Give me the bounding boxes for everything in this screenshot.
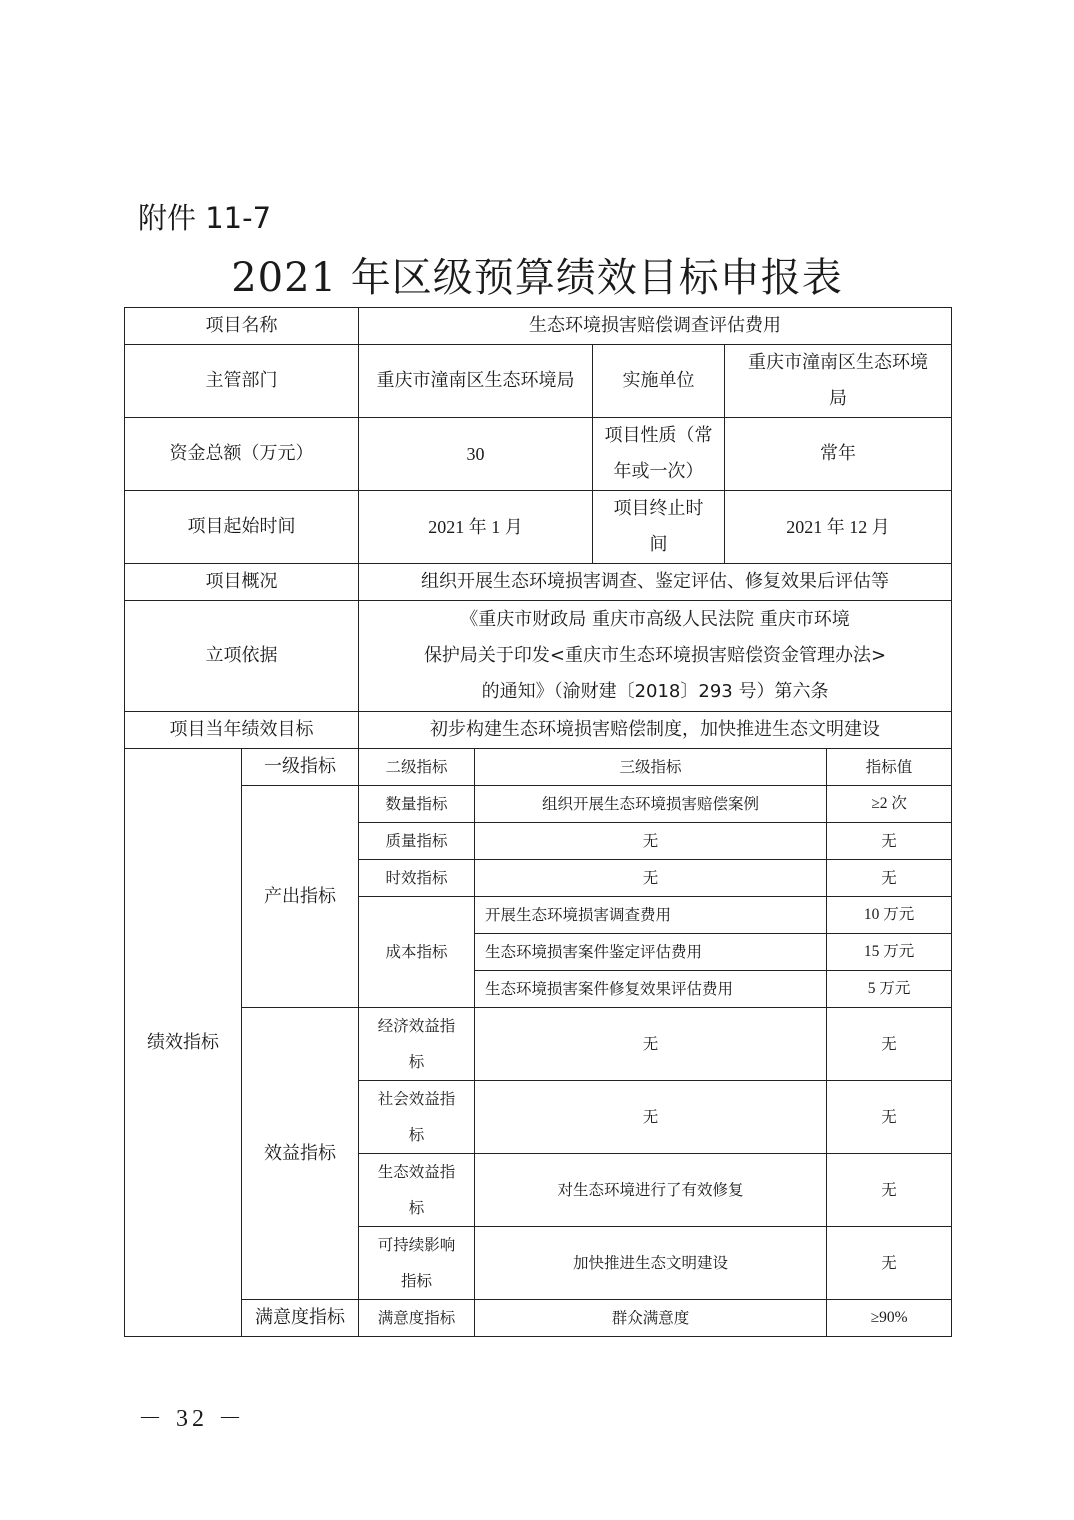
indicators-section-label: 绩效指标 [125, 749, 242, 1337]
implementer-label: 实施单位 [593, 345, 725, 418]
header-level3: 三级指标 [475, 749, 827, 786]
row-value: ≥2 次 [827, 786, 952, 823]
page-number: － 32 － [138, 1406, 246, 1432]
overview-value: 组织开展生态环境损害调查、鉴定评估、修复效果后评估等 [359, 564, 952, 601]
row-level2: 可持续影响指标 [359, 1227, 475, 1300]
basis-value [359, 601, 952, 712]
overview-label: 项目概况 [125, 564, 359, 601]
row-level3: 开展生态环境损害调查费用 [475, 897, 827, 934]
header-value: 指标值 [827, 749, 952, 786]
basis-line-2: 保护局关于印发<重庆市生态环境损害赔偿资金管理办法> [423, 645, 887, 666]
basis-line-1: 《重庆市财政局 重庆市高级人民法院 重庆市环境 [460, 609, 850, 630]
row-value: 无 [827, 1154, 952, 1227]
project-name-label: 项目名称 [125, 308, 359, 345]
header-level1: 一级指标 [242, 749, 359, 786]
basis-line-3: 的通知》（渝财建〔2018〕293 号）第六条 [481, 681, 829, 702]
row-level2: 生态效益指标 [359, 1154, 475, 1227]
row-level3: 无 [475, 1008, 827, 1081]
end-value: 2021 年 12 月 [725, 491, 952, 564]
header-level2: 二级指标 [359, 749, 475, 786]
row-level2: 时效指标 [359, 860, 475, 897]
page-title: 2021 年区级预算绩效目标申报表 [231, 255, 843, 301]
row-value: 无 [827, 1008, 952, 1081]
end-label: 项目终止时间 [593, 491, 725, 564]
project-name-value: 生态环境损害赔偿调查评估费用 [359, 308, 952, 345]
funds-label: 资金总额（万元） [125, 418, 359, 491]
row-value: 无 [827, 860, 952, 897]
row-level3: 无 [475, 860, 827, 897]
implementer-value: 重庆市潼南区生态环境局 [725, 345, 952, 418]
row-level3: 无 [475, 1081, 827, 1154]
row-level2: 质量指标 [359, 823, 475, 860]
row-level3: 组织开展生态环境损害赔偿案例 [475, 786, 827, 823]
row-level2: 经济效益指标 [359, 1008, 475, 1081]
supervisor-value: 重庆市潼南区生态环境局 [359, 345, 593, 418]
nature-label: 项目性质（常年或一次） [593, 418, 725, 491]
start-label: 项目起始时间 [125, 491, 359, 564]
budget-performance-table [124, 307, 952, 1337]
goal-value: 初步构建生态环境损害赔偿制度，加快推进生态文明建设 [359, 712, 952, 749]
benefit-label: 效益指标 [242, 1008, 359, 1300]
funds-value: 30 [359, 418, 593, 491]
row-level2: 数量指标 [359, 786, 475, 823]
start-value: 2021 年 1 月 [359, 491, 593, 564]
row-value: 无 [827, 1227, 952, 1300]
row-value: 无 [827, 823, 952, 860]
row-level2: 社会效益指标 [359, 1081, 475, 1154]
output-label: 产出指标 [242, 786, 359, 1008]
row-level3: 生态环境损害案件修复效果评估费用 [475, 971, 827, 1008]
satisfaction-label: 满意度指标 [242, 1300, 359, 1337]
row-level3: 对生态环境进行了有效修复 [475, 1154, 827, 1227]
row-value: ≥90% [827, 1300, 952, 1337]
basis-label: 立项依据 [125, 601, 359, 712]
goal-label: 项目当年绩效目标 [125, 712, 359, 749]
row-value: 10 万元 [827, 897, 952, 934]
row-level3: 群众满意度 [475, 1300, 827, 1337]
row-value: 5 万元 [827, 971, 952, 1008]
supervisor-label: 主管部门 [125, 345, 359, 418]
row-value: 无 [827, 1081, 952, 1154]
row-level2-cost: 成本指标 [359, 897, 475, 1008]
row-level3: 生态环境损害案件鉴定评估费用 [475, 934, 827, 971]
row-value: 15 万元 [827, 934, 952, 971]
attachment-label: 附件 11-7 [138, 201, 272, 235]
row-level3: 加快推进生态文明建设 [475, 1227, 827, 1300]
row-level2: 满意度指标 [359, 1300, 475, 1337]
row-level3: 无 [475, 823, 827, 860]
nature-value: 常年 [725, 418, 952, 491]
